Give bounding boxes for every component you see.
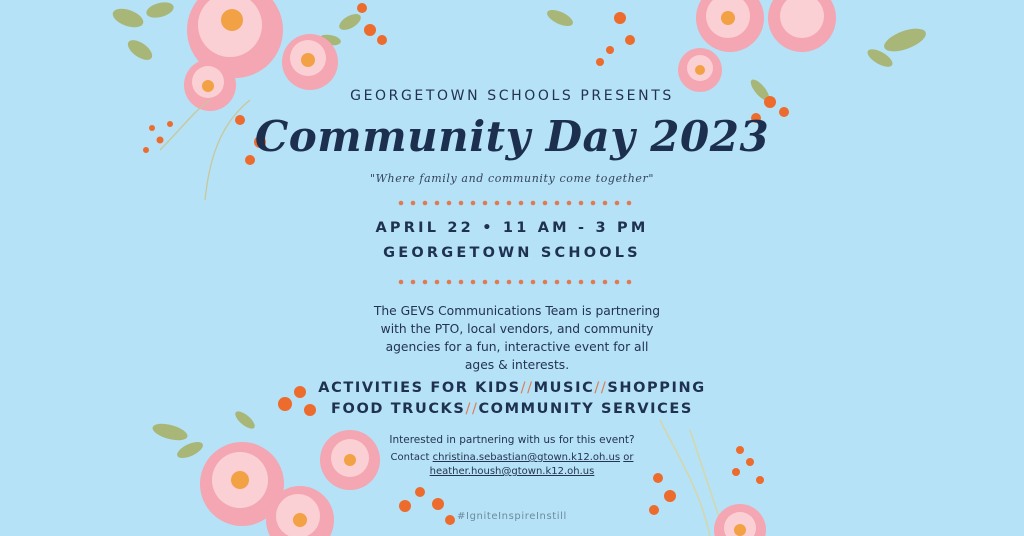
divider-dot: [579, 201, 584, 206]
divider-dot: [507, 201, 512, 206]
divider-dot: [531, 201, 536, 206]
divider-dot: [399, 201, 404, 206]
divider-dot: [483, 201, 488, 206]
divider-dot: [519, 280, 524, 285]
divider-dot: [543, 280, 548, 285]
divider-dot: [555, 201, 560, 206]
activity-food-trucks: FOOD TRUCKS: [331, 401, 466, 417]
divider-dot: [627, 201, 632, 206]
contact-prefix: Contact: [390, 452, 430, 463]
divider-dot: [411, 280, 416, 285]
divider-dot: [495, 280, 500, 285]
divider-dot: [579, 280, 584, 285]
divider-dot: [567, 201, 572, 206]
event-description: The GEVS Communications Team is partnering with the PTO, local vendors, and community agencies for a fun, interactive event for all ages & interests.: [373, 304, 661, 372]
divider-dot: [603, 280, 608, 285]
event-title: Community Day 2023: [254, 112, 770, 161]
divider-dot: [507, 280, 512, 285]
divider-dot: [459, 201, 464, 206]
event-date-time: APRIL 22 • 11 AM - 3 PM: [375, 220, 649, 236]
divider-dot: [423, 280, 428, 285]
activity-music: MUSIC: [533, 380, 595, 396]
divider-dot: [435, 280, 440, 285]
divider-dot: [423, 201, 428, 206]
contact-or: or: [623, 452, 634, 463]
dot-divider-top: [395, 199, 635, 207]
hashtag: #IgniteInspireInstill: [457, 511, 567, 522]
divider-dot: [567, 280, 572, 285]
activities-line-1: [0, 380, 1024, 396]
separator: //: [594, 380, 608, 396]
event-location: GEORGETOWN SCHOOLS: [383, 245, 641, 261]
divider-dot: [543, 201, 548, 206]
divider-dot: [627, 280, 632, 285]
divider-dot: [459, 280, 464, 285]
divider-dot: [471, 280, 476, 285]
activity-shopping: SHOPPING: [607, 380, 706, 396]
divider-dot: [471, 201, 476, 206]
activity-community-services: COMMUNITY SERVICES: [478, 401, 693, 417]
presents-heading: GEORGETOWN SCHOOLS PRESENTS: [350, 88, 674, 104]
divider-dot: [591, 280, 596, 285]
contact-info: [0, 451, 1024, 479]
divider-dot: [483, 280, 488, 285]
divider-dot: [399, 280, 404, 285]
divider-dot: [447, 201, 452, 206]
divider-dot: [435, 201, 440, 206]
divider-dot: [495, 201, 500, 206]
divider-dot: [615, 280, 620, 285]
email-link-christina[interactable]: christina.sebastian@gtown.k12.oh.us: [432, 452, 621, 463]
email-link-heather[interactable]: heather.housh@gtown.k12.oh.us: [429, 466, 595, 477]
divider-dot: [615, 201, 620, 206]
activities-line-2: [0, 401, 1024, 417]
partner-question: Interested in partnering with us for this event?: [389, 434, 635, 446]
dot-divider-bottom: [395, 278, 635, 286]
activity-kids: ACTIVITIES FOR KIDS: [318, 380, 521, 396]
divider-dot: [603, 201, 608, 206]
divider-dot: [411, 201, 416, 206]
divider-dot: [519, 201, 524, 206]
divider-dot: [447, 280, 452, 285]
divider-dot: [591, 201, 596, 206]
separator: //: [520, 380, 534, 396]
divider-dot: [531, 280, 536, 285]
floral-top-right: [540, 0, 930, 130]
separator: //: [465, 401, 479, 417]
tagline: "Where family and community come together": [369, 172, 655, 185]
divider-dot: [555, 280, 560, 285]
